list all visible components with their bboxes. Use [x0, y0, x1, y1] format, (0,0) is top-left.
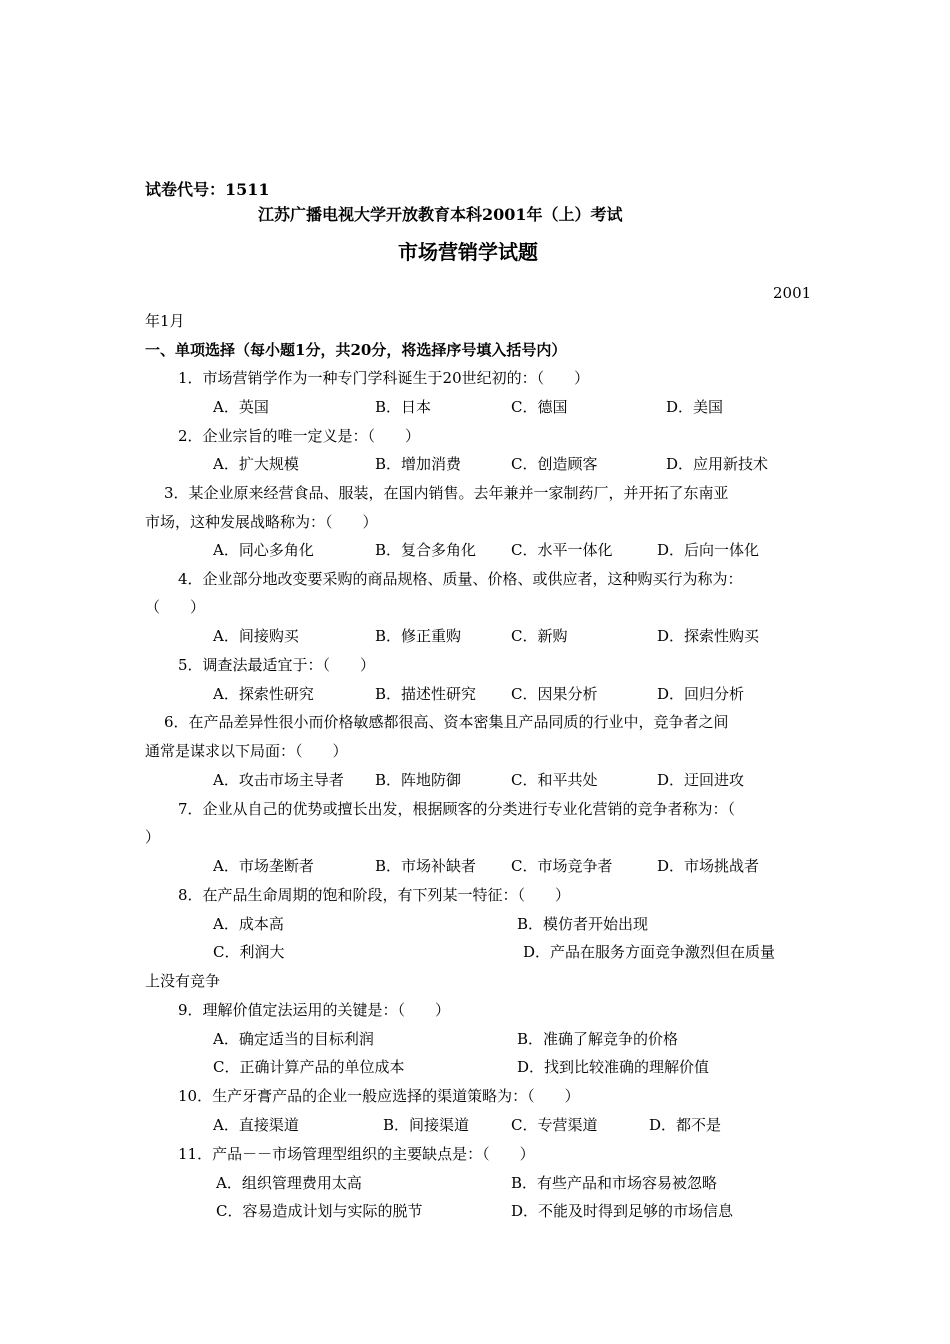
question-4-option-c: C．新购 — [511, 627, 568, 645]
question-9-option-c: C．正确计算产品的单位成本 — [213, 1058, 405, 1076]
question-8-option-c: C．利润大 — [213, 943, 285, 961]
question-4-stem-line1: 4．企业部分地改变要采购的商品规格、质量、价格、或供应者，这种购买行为称为： — [178, 570, 743, 588]
question-7-option-b: B．市场补缺者 — [375, 857, 477, 875]
question-3-option-b: B．复合多角化 — [375, 541, 477, 559]
question-8-option-a: A．成本高 — [213, 915, 284, 933]
question-6-option-c: C．和平共处 — [511, 771, 598, 789]
question-1-option-d: D．美国 — [666, 398, 724, 416]
question-2-option-c: C．创造顾客 — [511, 455, 598, 473]
question-9-option-d: D．找到比较准确的理解价值 — [517, 1058, 710, 1076]
question-6-stem-line1: 6．在产品差异性很小而价格敏感都很高、资本密集且产品同质的行业中，竞争者之间 — [164, 713, 729, 731]
question-7-stem-line1: 7．企业从自己的优势或擅长出发，根据顾客的分类进行专业化营销的竞争者称为：（ — [178, 800, 736, 818]
question-3-stem-line2: 市场，这种发展战略称为：（ ） — [145, 513, 378, 531]
question-5-option-d: D．回归分析 — [657, 685, 745, 703]
question-2-option-a: A．扩大规模 — [213, 455, 299, 473]
question-8-option-b: B．模仿者开始出现 — [517, 915, 649, 933]
question-11-option-a: A．组织管理费用太高 — [216, 1174, 362, 1192]
question-5-option-b: B．描述性研究 — [375, 685, 477, 703]
question-2-option-b: B．增加消费 — [375, 455, 462, 473]
question-6-option-b: B．阵地防御 — [375, 771, 462, 789]
question-11-option-d: D．不能及时得到足够的市场信息 — [511, 1202, 734, 1220]
question-10-option-c: C．专营渠道 — [511, 1116, 598, 1134]
question-10-option-d: D．都不是 — [649, 1116, 722, 1134]
question-6-stem-line2: 通常是谋求以下局面：（ ） — [145, 742, 348, 760]
exam-code: 试卷代号：1511 — [145, 180, 270, 199]
question-5-option-c: C．因果分析 — [511, 685, 598, 703]
question-10-option-b: B．间接渠道 — [383, 1116, 470, 1134]
question-1-option-c: C．德国 — [511, 398, 568, 416]
question-3-option-c: C．水平一体化 — [511, 541, 613, 559]
question-4-stem-line2: （ ） — [145, 598, 206, 616]
question-6-option-d: D．迂回进攻 — [657, 771, 745, 789]
section-heading: 一、单项选择（每小题1分，共20分，将选择序号填入括号内） — [145, 341, 567, 359]
question-2-option-d: D．应用新技术 — [666, 455, 769, 473]
question-3-option-a: A．同心多角化 — [213, 541, 314, 559]
question-4-option-d: D．探索性购买 — [657, 627, 760, 645]
question-10-stem: 10．生产牙膏产品的企业一般应选择的渠道策略为：（ ） — [178, 1087, 580, 1105]
question-9-option-b: B．准确了解竞争的价格 — [517, 1030, 679, 1048]
question-5-option-a: A．探索性研究 — [213, 685, 314, 703]
question-6-option-a: A．攻击市场主导者 — [213, 771, 344, 789]
question-5-stem: 5．调查法最适宜于：（ ） — [178, 656, 376, 674]
exam-date-year: 2001 — [773, 284, 812, 302]
question-9-option-a: A．确定适当的目标利润 — [213, 1030, 374, 1048]
question-11-option-b: B．有些产品和市场容易被忽略 — [511, 1174, 718, 1192]
question-4-option-b: B．修正重购 — [375, 627, 462, 645]
page-title: 市场营销学试题 — [398, 240, 538, 264]
question-7-option-a: A．市场垄断者 — [213, 857, 314, 875]
question-7-stem-line2: ） — [145, 828, 161, 846]
question-9-stem: 9．理解价值定法运用的关键是：（ ） — [178, 1001, 451, 1019]
question-7-option-c: C．市场竞争者 — [511, 857, 613, 875]
question-7-option-d: D．市场挑战者 — [657, 857, 760, 875]
question-8-stem: 8．在产品生命周期的饱和阶段，有下列某一特征：（ ） — [178, 886, 571, 904]
question-4-option-a: A．间接购买 — [213, 627, 299, 645]
exam-subtitle: 江苏广播电视大学开放教育本科2001年（上）考试 — [258, 205, 623, 224]
question-1-option-a: A．英国 — [213, 398, 269, 416]
question-10-option-a: A．直接渠道 — [213, 1116, 299, 1134]
question-8-option-d: D．产品在服务方面竞争激烈但在质量 — [523, 943, 776, 961]
question-3-stem-line1: 3．某企业原来经营食品、服装，在国内销售。去年兼并一家制药厂，并开拓了东南亚 — [164, 484, 729, 502]
question-3-option-d: D．后向一体化 — [657, 541, 760, 559]
question-8-option-d-continuation: 上没有竞争 — [145, 972, 221, 990]
question-11-stem: 11．产品－－市场管理型组织的主要缺点是：（ ） — [178, 1145, 535, 1163]
question-1-option-b: B．日本 — [375, 398, 432, 416]
exam-date-month: 年1月 — [145, 312, 185, 330]
question-2-stem: 2．企业宗旨的唯一定义是：（ ） — [178, 427, 421, 445]
question-11-option-c: C．容易造成计划与实际的脱节 — [216, 1202, 423, 1220]
question-1-stem: 1．市场营销学作为一种专门学科诞生于20世纪初的：（ ） — [178, 369, 590, 387]
